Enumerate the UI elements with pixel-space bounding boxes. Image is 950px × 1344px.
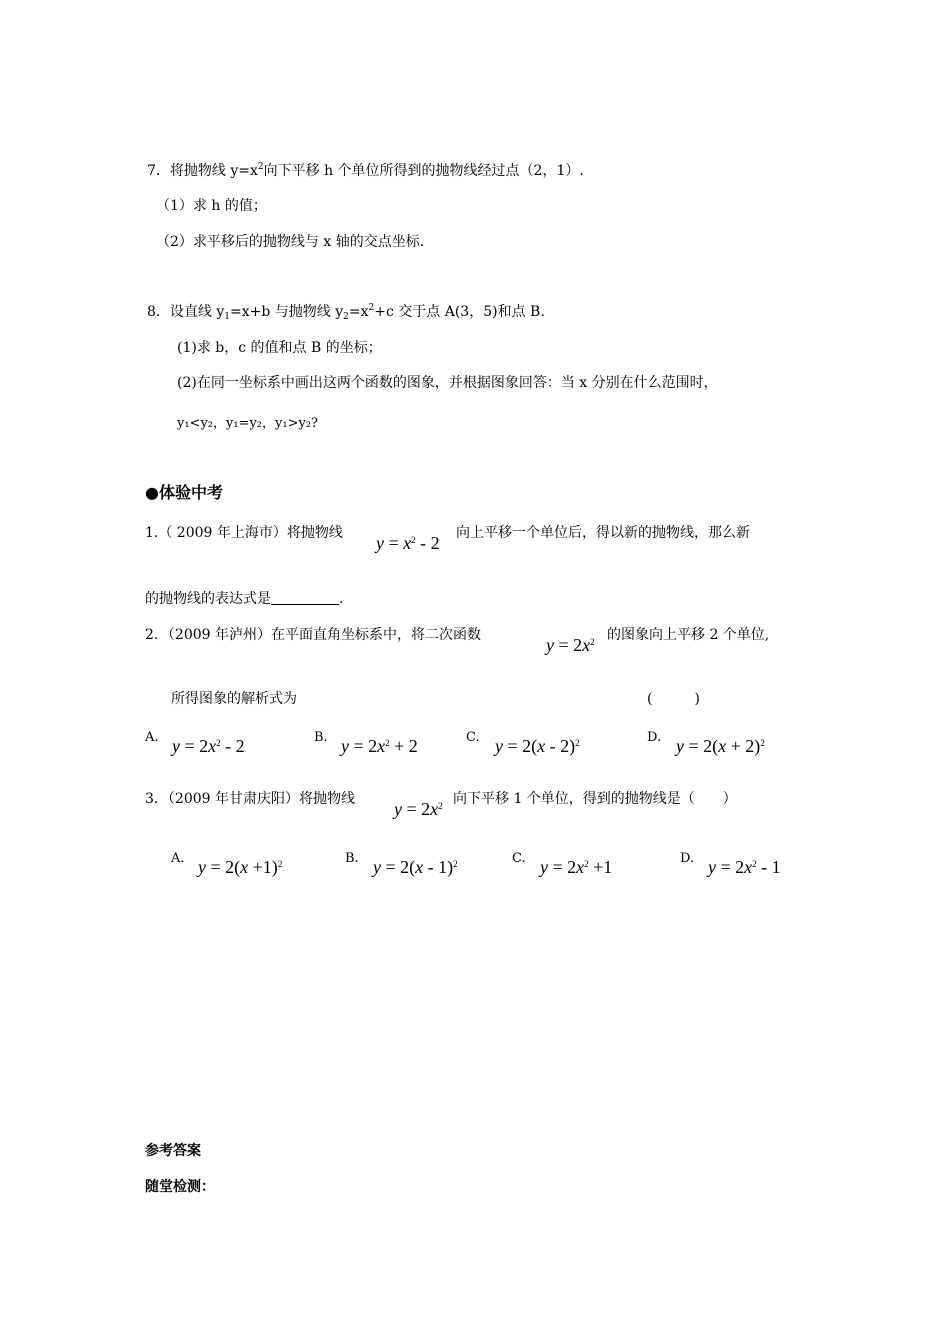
e2-option-a[interactable]: $y = 2x^2 - 2$: [172, 736, 245, 756]
e2-formula: $y = 2x^2$: [546, 635, 595, 655]
q8-stem: 8．设直线 $y_1=x+b$ 与抛物线 $y_2=x^2+c$ 交于点 A(3，5)和点 B.: [147, 303, 545, 322]
e2-option-c[interactable]: y = 2(x - 2)$^2$: [495, 736, 580, 756]
q8-part3: y₁<y₂，y₁=y₂，y₁>y₂?: [177, 416, 318, 431]
e2-lead: 2．（2009 年泸州）在平面直角坐标系中，将二次函数: [145, 627, 481, 643]
answer-blank[interactable]: [271, 590, 339, 605]
q8-part1: (1)求 b，c 的值和点 B 的坐标；: [177, 340, 382, 356]
e3-option-d-letter: D.: [680, 851, 695, 866]
e1-formula: $y = x^2 - 2$: [376, 533, 440, 553]
section-title: ●体验中考: [145, 483, 223, 502]
e2-option-a-letter: A.: [145, 730, 159, 745]
e3-lead: 3．（2009 年甘肃庆阳）将抛物线: [145, 791, 355, 807]
e3-option-b[interactable]: y = 2(x - 1)$^2$: [373, 857, 458, 877]
answers-title: 参考答案: [145, 1143, 201, 1159]
e1-line2: 的抛物线的表达式是 .: [145, 591, 344, 607]
e2-option-b-letter: B.: [314, 730, 328, 745]
e2-option-c-letter: C.: [466, 730, 480, 745]
e3-option-d[interactable]: $y = 2x^2 - 1$: [708, 857, 781, 877]
e2-line2: 所得图象的解析式为: [171, 691, 297, 707]
e2-tail: 的图象向上平移 2 个单位,: [607, 627, 770, 643]
answers-subtitle: 随堂检测：: [145, 1179, 215, 1195]
e3-formula: $y = 2x^2$: [394, 799, 443, 819]
q8-part2: (2)在同一坐标系中画出这两个函数的图象，并根据图象回答：当 x 分别在什么范围时，: [177, 375, 718, 391]
e2-paren: ( ): [647, 691, 700, 707]
e3-option-b-letter: B.: [345, 851, 359, 866]
e3-option-c[interactable]: $y = 2x^2 +1$: [540, 857, 613, 877]
e1-lead: 1.（ 2009 年上海市）将抛物线: [145, 525, 343, 541]
e1-tail: 向上平移一个单位后，得以新的抛物线，那么新: [456, 525, 750, 541]
q7-part2: （2）求平移后的抛物线与 x 轴的交点坐标.: [156, 234, 425, 250]
e3-option-a[interactable]: $y = 2(x +1)^2$: [198, 857, 283, 877]
q7-part1: （1）求 h 的值；: [156, 198, 267, 214]
e2-option-d-letter: D.: [647, 730, 662, 745]
e2-option-b[interactable]: $y = 2x^2 + 2$: [341, 736, 418, 756]
e3-option-c-letter: C.: [512, 851, 526, 866]
e3-option-a-letter: A.: [171, 851, 185, 866]
e2-option-d[interactable]: $y = 2(x + 2)^2$: [676, 736, 765, 756]
q7-stem: 7．将抛物线 $y=x^2$向下平移 h 个单位所得到的抛物线经过点（2，1）.: [147, 162, 584, 179]
e3-tail: 向下平移 1 个单位，得到的抛物线是（ ）: [453, 791, 737, 807]
